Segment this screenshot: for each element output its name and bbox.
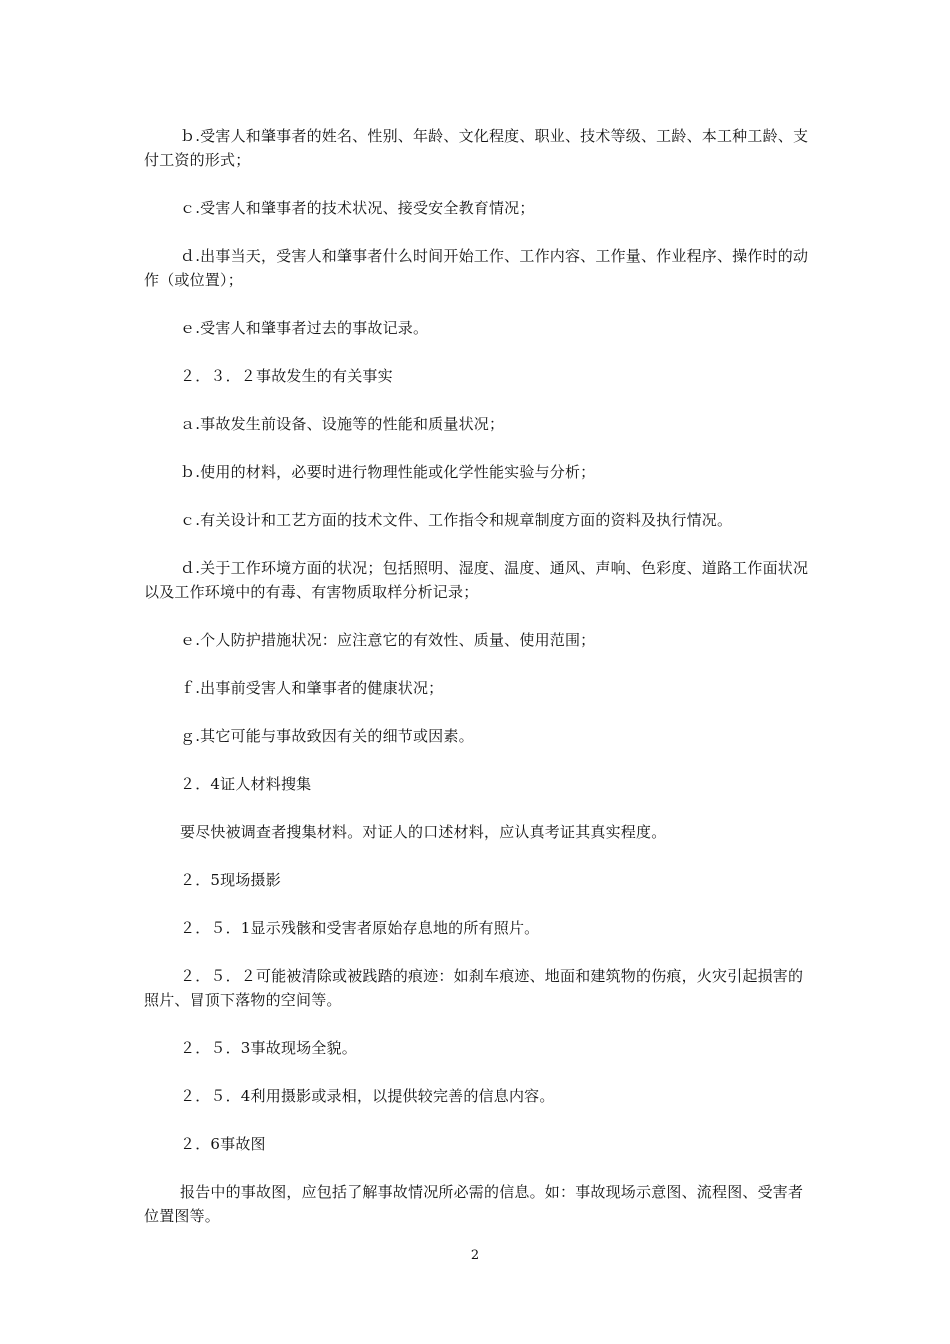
paragraph-2-5-3: ２．５．3事故现场全貌。: [180, 1039, 357, 1057]
paragraph-e-past-records: ｅ.受害人和肇事者过去的事故记录。: [180, 319, 429, 337]
paragraph-c-documents: ｃ.有关设计和工艺方面的技术文件、工作指令和规章制度方面的资料及执行情况。: [180, 511, 733, 529]
section-heading-2-6: ２．6事故图: [180, 1135, 266, 1153]
paragraph-b-personal-info: ｂ.受害人和肇事者的姓名、性别、年龄、文化程度、职业、技术等级、工龄、本工种工龄、支付工资的形式；: [144, 127, 809, 169]
paragraph-2-5-2: ２．５．２可能被清除或被践踏的痕迹：如刹车痕迹、地面和建筑物的伤痕，火灾引起损害的照片、冒顶下落物的空间等。: [144, 967, 804, 1009]
paragraph-c-technical-status: ｃ.受害人和肇事者的技术状况、接受安全教育情况；: [180, 199, 535, 217]
paragraph-a-equipment: ａ.事故发生前设备、设施等的性能和质量状况；: [180, 415, 505, 433]
paragraph-2-5-4: ２．５．4利用摄影或录相，以提供较完善的信息内容。: [180, 1087, 555, 1105]
section-heading-2-3-2: ２．３．２事故发生的有关事实: [180, 367, 393, 385]
paragraph-accident-diagram: 报告中的事故图，应包括了解事故情况所必需的信息。如：事故现场示意图、流程图、受害者位置图等。: [144, 1183, 804, 1225]
section-heading-2-4: ２．4证人材料搜集: [180, 775, 312, 793]
section-heading-2-5: ２．5现场摄影: [180, 871, 281, 889]
paragraph-g-other-factors: ｇ.其它可能与事故致因有关的细节或因素。: [180, 727, 474, 745]
paragraph-e-protection: ｅ.个人防护措施状况：应注意它的有效性、质量、使用范围；: [180, 631, 596, 649]
paragraph-f-health: ｆ.出事前受害人和肇事者的健康状况；: [180, 679, 444, 697]
paragraph-b-materials: ｂ.使用的材料，必要时进行物理性能或化学性能实验与分析；: [180, 463, 596, 481]
paragraph-2-5-1: ２．５．1显示残骸和受害者原始存息地的所有照片。: [180, 919, 540, 937]
paragraph-d-environment: ｄ.关于工作环境方面的状况；包括照明、湿度、温度、通风、声响、色彩度、道路工作面状况以及工作环境中的有毒、有害物质取样分析记录；: [144, 559, 809, 601]
paragraph-witness-materials: 要尽快被调查者搜集材料。对证人的口述材料，应认真考证其真实程度。: [180, 823, 667, 841]
page-number: 2: [470, 1248, 480, 1263]
paragraph-d-day-of-accident: ｄ.出事当天，受害人和肇事者什么时间开始工作、工作内容、工作量、作业程序、操作时的动作（或位置）；: [144, 247, 809, 289]
